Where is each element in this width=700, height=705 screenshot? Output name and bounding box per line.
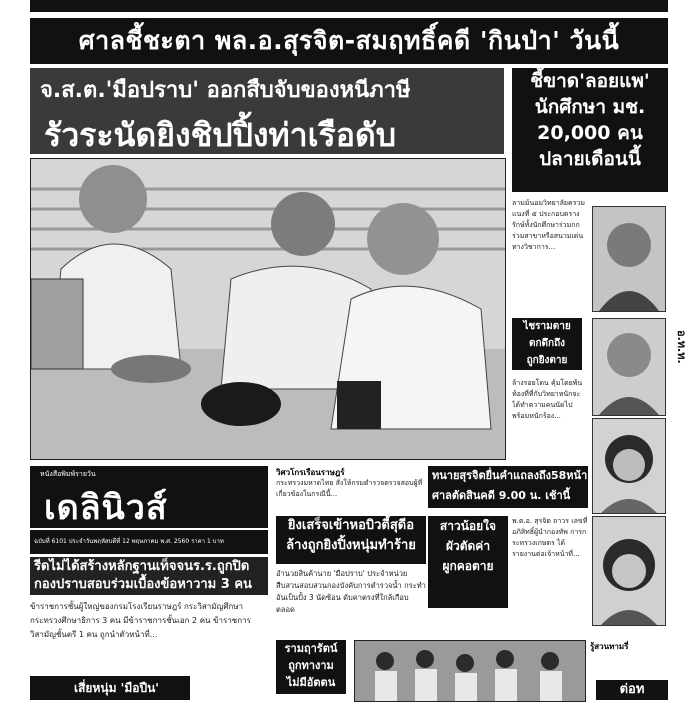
story7-headline	[276, 640, 346, 694]
story4-headline-line: ยิงเสร็จเข้าหอบิวตี้สุดีอ	[287, 518, 415, 533]
masthead-tagline: หนังสือพิมพ์รายวัน	[40, 470, 96, 478]
story6-headline-line: สาวน้อยใจ	[439, 519, 497, 533]
story5-body: พ.ต.อ. สุรจิต ถาวร เลขที่ อภิสิทธิ์ผู้นำกองทัพ การกระทรวงเกษตร ได้รายงานต่อเจ้าหน้าที่...	[512, 517, 588, 558]
story4-headline	[276, 516, 426, 564]
main-headline-line1: จ.ส.ต.'มือปราบ' ออกสืบจับของหนีภาษี	[40, 78, 411, 103]
portrait-woman-1	[592, 418, 666, 514]
story3-headline-line: รีดไม่ได้สร้างหลักฐานเท็จจนร.ร.ถูกปิด	[34, 559, 250, 574]
side-box-small-line: ตกดึกถึง	[528, 338, 566, 349]
vertical-credit: อ.ท.ท.	[675, 330, 688, 364]
portrait-woman-2	[592, 516, 666, 626]
portrait-man-1	[592, 206, 666, 312]
story3-headline-line: กองปราบสอบร่วมเบื้องข้อหาวาม 3 คน	[34, 577, 252, 592]
story6-headline-line: ผัวตัดค่า	[445, 539, 491, 553]
top-rule-bar	[30, 0, 668, 12]
side-headline-box	[512, 68, 668, 192]
story3-headline	[30, 557, 268, 595]
top-headline: ศาลชี้ชะตา พล.อ.สุรจิต-สมฤทธิ์คดี 'กินป่า' วันนี้	[30, 18, 668, 64]
side-headline-line: ชี้ขาด'ลอยแพ'	[530, 70, 650, 92]
story7-headline-line: ถูกทางาม	[288, 659, 334, 672]
story4-headline-line: ล้างถูกยิงปิ้งหนุ่มทำร้าย	[286, 538, 416, 553]
side-box-small	[512, 318, 582, 370]
story4-body: อำนวยสินค้านาย 'มือปราบ' ประจำหน่วยสืบสวนสอบสวนกองบังคับการตำรวจน้ำ กระทำอันเป็นปั้ง 3 นัดซ้อน ดับคาตรงที่ใกล้เกือบตลอด	[276, 569, 426, 614]
story7-headline-line: รามฤารัตน์	[284, 642, 338, 655]
issue-line: ฉบับที่ 6101 ประจำวันพฤหัสบดีที่ 12 พฤษภาคม พ.ศ. 2560 ราคา 1 บาท	[30, 530, 268, 554]
bottom-crowd-photo	[354, 640, 586, 702]
story8-headline: เสี่ยหนุ่ม 'มือปืน'	[30, 676, 190, 700]
side-box-small-line: ถูกยิงตาย	[526, 355, 568, 366]
side-headline-line: นักศึกษา มช.	[534, 96, 646, 118]
main-headline-box	[30, 68, 504, 154]
story3-body: ข้าราชการชั้นผู้ใหญ่ของกรมโรงเรียนราษฎร์ กระวิสามัญศึกษา กระทรวงศึกษาธิการ 3 คน มีข้าราชการชั้นเอก 2 คน ข้าราชการวิสามัญชั้นตรี 1 คน ถูกนำตัวหน้าที่...	[30, 602, 251, 639]
mid-story-title: วิศวโกรเรือนราษฎร์	[276, 468, 345, 477]
newspaper-masthead	[30, 466, 268, 528]
story5-headline	[428, 466, 588, 508]
story6-headline	[428, 516, 508, 608]
story9-headline: ต่อท	[596, 680, 668, 700]
portrait-man-2	[592, 318, 666, 416]
story7-headline-line: ไม่มีอัตตน	[286, 676, 336, 689]
side-headline-line: 20,000 คน	[537, 122, 643, 144]
bottom-right-note: รู้สวนทามรี่	[590, 642, 629, 651]
side-story-text: ลามม้นอมวิทยาลัยครวมแนงที่ ๕ ประกอบตรางรักษ์ทั้งนักศึกษาร่วมกกร่วมสาขาหรือสนามเด่นทางวิชาการ...	[512, 199, 586, 251]
side-story-text-2: ล้างรอยโดน คุ้มโดยพ้นท้องที่ที่กับวิทยาหนักจะได้ทำความคนนัดไปพร้อมหนักร้อง...	[512, 379, 583, 420]
main-headline-line2: รัวระนัดยิงชิปปิ้งท่าเรือดับ	[44, 116, 397, 154]
mid-story-text: กระทรวงมหาดไทย สั่งให้กรมตำรวจตรวจสอบผู้ที่เกี่ยวข้องในกรณีนี้...	[276, 479, 423, 498]
masthead-name: เดลินิวส์	[44, 488, 168, 528]
side-headline-line: ปลายเดือนนี้	[539, 148, 641, 170]
side-box-small-line: ไชรามตาย	[523, 321, 571, 332]
story6-headline-line: ผูกคอตาย	[442, 559, 494, 573]
main-news-photo	[30, 158, 506, 460]
story5-headline-line: ทนายสุรจิตยื่นคำแถลงถึง58หน้า	[432, 469, 588, 482]
story5-headline-line: ศาลตัดสินคดี 9.00 น. เช้านี้	[432, 489, 571, 502]
